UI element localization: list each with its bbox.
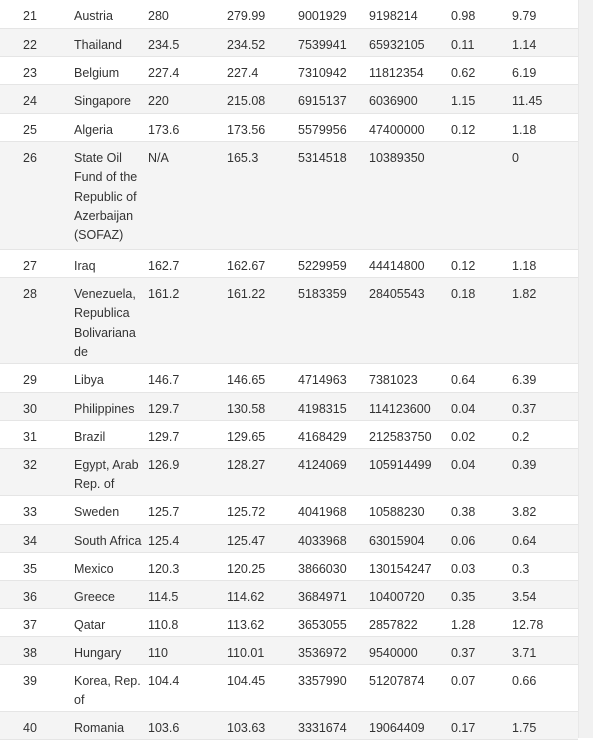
table-row xyxy=(0,250,578,278)
cell-v4: 9540000 xyxy=(369,646,418,660)
cell-v4: 10389350 xyxy=(369,151,425,165)
cell-v2: 234.52 xyxy=(227,38,266,52)
cell-v6: 9.79 xyxy=(512,9,537,23)
cell-rank: 31 xyxy=(23,430,37,444)
cell-name: Sweden xyxy=(74,505,120,519)
cell-v4: 9198214 xyxy=(369,9,418,23)
cell-v3: 4168429 xyxy=(298,430,347,444)
cell-v4: 63015904 xyxy=(369,534,425,548)
cell-v5: 0.17 xyxy=(451,721,476,735)
cell-v1: 110 xyxy=(148,646,168,660)
cell-rank: 35 xyxy=(23,562,37,576)
table-row xyxy=(0,142,578,250)
cell-v4: 51207874 xyxy=(369,674,425,688)
cell-v3: 4198315 xyxy=(298,402,347,416)
table-row xyxy=(0,712,578,740)
cell-v4: 19064409 xyxy=(369,721,425,735)
cell-v2: 215.08 xyxy=(227,94,266,108)
cell-rank: 21 xyxy=(23,9,37,23)
cell-name: Austria xyxy=(74,9,113,23)
cell-rank: 32 xyxy=(23,458,37,472)
cell-v3: 7310942 xyxy=(298,66,347,80)
table-row xyxy=(0,496,578,525)
cell-name: Hungary xyxy=(74,646,122,660)
cell-v3: 9001929 xyxy=(298,9,347,23)
cell-v2: 129.65 xyxy=(227,430,266,444)
cell-name: Belgium xyxy=(74,66,120,80)
cell-v2: 103.63 xyxy=(227,721,266,735)
cell-v1: 126.9 xyxy=(148,458,180,472)
cell-v5: 0.04 xyxy=(451,402,476,416)
cell-v2: 227.4 xyxy=(227,66,259,80)
cell-rank: 37 xyxy=(23,618,37,632)
cell-v5: 0.98 xyxy=(451,9,476,23)
cell-name: Greece xyxy=(74,590,115,604)
cell-v5: 0.02 xyxy=(451,430,476,444)
cell-name: South Africa xyxy=(74,534,142,548)
cell-name: Libya xyxy=(74,373,104,387)
cell-v6: 0 xyxy=(512,151,519,165)
table-row xyxy=(0,0,578,29)
cell-v1: 103.6 xyxy=(148,721,180,735)
table-row xyxy=(0,553,578,581)
cell-v6: 1.75 xyxy=(512,721,537,735)
cell-v6: 1.82 xyxy=(512,287,537,301)
table-row xyxy=(0,114,578,142)
cell-v5: 1.28 xyxy=(451,618,476,632)
cell-rank: 38 xyxy=(23,646,37,660)
cell-v3: 3331674 xyxy=(298,721,347,735)
cell-v2: 114.62 xyxy=(227,590,265,604)
cell-v3: 6915137 xyxy=(298,94,347,108)
cell-v2: 161.22 xyxy=(227,287,266,301)
table-row xyxy=(0,609,578,637)
cell-v2: 104.45 xyxy=(227,674,266,688)
table-row xyxy=(0,85,578,114)
cell-v1: 234.5 xyxy=(148,38,180,52)
cell-v2: 125.72 xyxy=(227,505,266,519)
cell-v3: 4033968 xyxy=(298,534,347,548)
cell-name: Venezuela, Republica Bolivariana de xyxy=(74,287,136,359)
cell-v2: 120.25 xyxy=(227,562,266,576)
cell-v3: 3684971 xyxy=(298,590,347,604)
cell-v3: 7539941 xyxy=(298,38,347,52)
cell-v1: 146.7 xyxy=(148,373,180,387)
cell-v4: 28405543 xyxy=(369,287,425,301)
cell-v2: 128.27 xyxy=(227,458,266,472)
cell-v1: 220 xyxy=(148,94,169,108)
cell-v1: 161.2 xyxy=(148,287,180,301)
table-row xyxy=(0,364,578,393)
table-row xyxy=(0,525,578,553)
cell-name: Egypt, Arab Rep. of xyxy=(74,458,139,492)
cell-name: Thailand xyxy=(74,38,122,52)
cell-v2: 279.99 xyxy=(227,9,266,23)
table-row xyxy=(0,393,578,421)
cell-v6: 0.2 xyxy=(512,430,530,444)
cell-name: Algeria xyxy=(74,123,113,137)
cell-name: State Oil Fund of the Republic of Azerbaijan (SOFAZ) xyxy=(74,151,138,243)
table-row xyxy=(0,57,578,85)
cell-rank: 22 xyxy=(23,38,37,52)
cell-v4: 130154247 xyxy=(369,562,432,576)
cell-rank: 26 xyxy=(23,151,37,165)
cell-v2: 162.67 xyxy=(227,259,266,273)
cell-v3: 5579956 xyxy=(298,123,347,137)
cell-rank: 25 xyxy=(23,123,37,137)
cell-v5: 0.03 xyxy=(451,562,476,576)
cell-v5: 1.15 xyxy=(451,94,476,108)
cell-v5: 0.62 xyxy=(451,66,476,80)
cell-v1: 173.6 xyxy=(148,123,180,137)
cell-v2: 110.01 xyxy=(227,646,265,660)
cell-v1: 162.7 xyxy=(148,259,180,273)
cell-v5: 0.35 xyxy=(451,590,476,604)
cell-v3: 4124069 xyxy=(298,458,347,472)
cell-v2: 125.47 xyxy=(227,534,266,548)
cell-v5: 0.11 xyxy=(451,38,475,52)
cell-name: Mexico xyxy=(74,562,114,576)
cell-v6: 1.14 xyxy=(512,38,537,52)
cell-v2: 165.3 xyxy=(227,151,259,165)
cell-v1: 120.3 xyxy=(148,562,180,576)
cell-v6: 0.3 xyxy=(512,562,530,576)
cell-v4: 10400720 xyxy=(369,590,425,604)
cell-rank: 28 xyxy=(23,287,37,301)
cell-v3: 5314518 xyxy=(298,151,347,165)
cell-v5: 0.12 xyxy=(451,259,476,273)
cell-v4: 7381023 xyxy=(369,373,418,387)
cell-v5: 0.07 xyxy=(451,674,476,688)
cell-v3: 5183359 xyxy=(298,287,347,301)
table-row xyxy=(0,637,578,665)
cell-v4: 105914499 xyxy=(369,458,432,472)
cell-name: Singapore xyxy=(74,94,131,108)
cell-v2: 130.58 xyxy=(227,402,266,416)
cell-rank: 23 xyxy=(23,66,37,80)
cell-v5: 0.12 xyxy=(451,123,476,137)
cell-name: Brazil xyxy=(74,430,106,444)
cell-v1: 125.7 xyxy=(148,505,180,519)
cell-v3: 3653055 xyxy=(298,618,347,632)
cell-v1: 227.4 xyxy=(148,66,180,80)
cell-v1: 110.8 xyxy=(148,618,179,632)
cell-v4: 11812354 xyxy=(369,66,424,80)
cell-rank: 40 xyxy=(23,721,37,735)
cell-v1: 280 xyxy=(148,9,169,23)
cell-v6: 3.54 xyxy=(512,590,537,604)
cell-v5: 0.38 xyxy=(451,505,476,519)
cell-rank: 34 xyxy=(23,534,37,548)
cell-name: Philippines xyxy=(74,402,135,416)
vertical-scrollbar[interactable] xyxy=(578,0,593,738)
table-row xyxy=(0,581,578,609)
cell-v4: 114123600 xyxy=(369,402,431,416)
cell-name: Qatar xyxy=(74,618,106,632)
cell-v1: 114.5 xyxy=(148,590,179,604)
cell-v4: 47400000 xyxy=(369,123,425,137)
cell-v2: 146.65 xyxy=(227,373,266,387)
cell-v4: 44414800 xyxy=(369,259,425,273)
cell-v5: 0.18 xyxy=(451,287,476,301)
cell-v1: 129.7 xyxy=(148,430,180,444)
cell-rank: 36 xyxy=(23,590,37,604)
cell-v4: 65932105 xyxy=(369,38,425,52)
cell-v1: 125.4 xyxy=(148,534,180,548)
cell-v6: 1.18 xyxy=(512,259,537,273)
cell-v5: 0.64 xyxy=(451,373,476,387)
cell-v4: 6036900 xyxy=(369,94,418,108)
cell-v4: 2857822 xyxy=(369,618,418,632)
cell-v4: 10588230 xyxy=(369,505,425,519)
cell-v5: 0.06 xyxy=(451,534,476,548)
cell-v6: 6.39 xyxy=(512,373,537,387)
cell-v6: 3.71 xyxy=(512,646,537,660)
cell-v6: 6.19 xyxy=(512,66,537,80)
cell-rank: 29 xyxy=(23,373,37,387)
cell-v1: 104.4 xyxy=(148,674,180,688)
cell-v2: 113.62 xyxy=(227,618,265,632)
table-row xyxy=(0,421,578,449)
cell-rank: 24 xyxy=(23,94,37,108)
table-row xyxy=(0,29,578,57)
cell-v1: N/A xyxy=(148,151,169,165)
cell-v3: 3536972 xyxy=(298,646,347,660)
cell-v5: 0.04 xyxy=(451,458,476,472)
cell-v6: 12.78 xyxy=(512,618,544,632)
cell-v3: 5229959 xyxy=(298,259,347,273)
cell-v3: 4714963 xyxy=(298,373,347,387)
cell-v1: 129.7 xyxy=(148,402,180,416)
cell-v2: 173.56 xyxy=(227,123,266,137)
cell-name: Iraq xyxy=(74,259,96,273)
cell-v3: 4041968 xyxy=(298,505,347,519)
table-row xyxy=(0,449,578,496)
table-row xyxy=(0,665,578,712)
cell-v6: 11.45 xyxy=(512,94,543,108)
cell-rank: 27 xyxy=(23,259,37,273)
cell-name: Korea, Rep. of xyxy=(74,674,141,708)
cell-name: Romania xyxy=(74,721,125,735)
cell-rank: 33 xyxy=(23,505,37,519)
table-row xyxy=(0,278,578,364)
cell-rank: 30 xyxy=(23,402,37,416)
cell-v6: 0.39 xyxy=(512,458,537,472)
cell-v3: 3866030 xyxy=(298,562,347,576)
cell-v6: 0.37 xyxy=(512,402,537,416)
cell-v4: 212583750 xyxy=(369,430,432,444)
cell-v6: 0.66 xyxy=(512,674,537,688)
cell-v6: 3.82 xyxy=(512,505,537,519)
cell-rank: 39 xyxy=(23,674,37,688)
cell-v5: 0.37 xyxy=(451,646,476,660)
cell-v3: 3357990 xyxy=(298,674,347,688)
cell-v6: 1.18 xyxy=(512,123,537,137)
cell-v6: 0.64 xyxy=(512,534,537,548)
